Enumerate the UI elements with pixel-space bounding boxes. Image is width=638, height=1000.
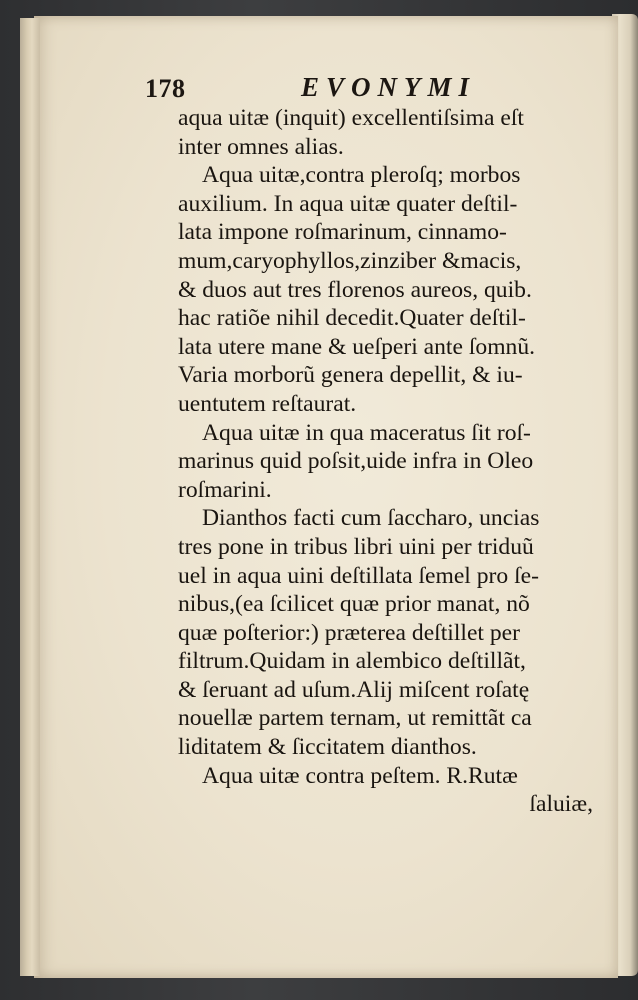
text-line: Varia morborũ genera depellit, & iu- [178,362,523,389]
text-line: lata impone roſmarinum, cinnamo- [178,219,507,246]
running-title: EVONYMI [301,72,477,102]
text-line: uel in aqua uini deſtillata ſemel pro ſe- [178,562,539,589]
text-line: lata utere mane & ueſperi ante ſomnũ. [178,333,536,360]
text-line: roſmarini. [178,476,272,503]
text-line: Aqua uitæ contra peſtem. R.Rutæ [202,762,518,789]
text-line: mum,caryophyllos,zinziber &macis, [178,247,522,274]
page-number: 178 [145,74,186,103]
text-line: aqua uitæ (inquit) excellentiſsima eſt [178,105,524,131]
text-line: nouellæ partem ternam, ut remittãt ca [178,705,532,732]
text-line: & ſeruant ad uſum.Alij miſcent roſatę [178,676,530,703]
text-line: liditatem & ſiccitatem dianthos. [178,734,477,761]
body-text [178,104,603,819]
text-line: tres pone in tribus libri uini per triduũ [178,533,534,560]
text-line: nibus,(ea ſcilicet quæ prior manat, nõ [178,591,530,618]
text-line: Dianthos facti cum ſaccharo, uncias [202,505,540,532]
catchword: ſaluiæ, [529,791,593,818]
text-line: hac ratiõe nihil decedit.Quater deſtil- [178,305,526,332]
text-line: Aqua uitæ in qua maceratus ſit roſ- [202,419,531,446]
text-line: & duos aut tres florenos aureos, quib. [178,276,532,303]
page-stack-edge [20,18,40,976]
text-line: inter omnes alias. [178,133,344,160]
text-line: filtrum.Quidam in alembico deſtillãt, [178,648,526,675]
text-line: uentutem reſtaurat. [178,390,357,417]
text-line: marinus quid poſsit,uide infra in Oleo [178,448,534,475]
text-line: auxilium. In aqua uitæ quater deſtil- [178,190,518,217]
text-line: Aqua uitæ,contra pleroſq; morbos [202,162,521,189]
text-line: quæ poſterior:) præterea deſtillet per [178,619,520,646]
